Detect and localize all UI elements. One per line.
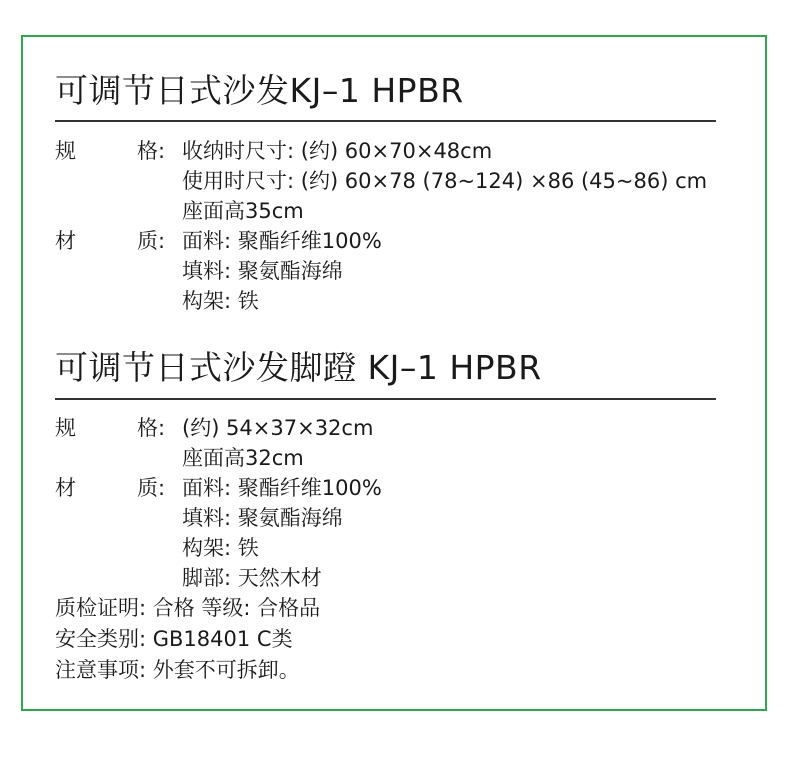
footstool-material-line: 构架: 铁 xyxy=(182,536,259,560)
care-notes: 注意事项: 外套不可拆卸。 xyxy=(55,658,300,682)
footstool-material-line: 面料: 聚酯纤维100% xyxy=(182,476,382,500)
footstool-title: 可调节日式沙发脚蹬 KJ–1 HPBR xyxy=(55,348,542,387)
footstool-material-line: 填料: 聚氨酯海绵 xyxy=(182,506,343,530)
sofa-spec-label-b: 格: xyxy=(137,139,166,163)
footstool-spec-line: 座面高32cm xyxy=(182,446,304,470)
sofa-title: 可调节日式沙发KJ–1 HPBR xyxy=(55,71,464,110)
footstool-spec-line: (约) 54×37×32cm xyxy=(182,416,374,440)
sofa-spec-line: 使用时尺寸: (约) 60×78 (78~124) ×86 (45~86) cm xyxy=(182,169,708,193)
sofa-material-line: 填料: 聚氨酯海绵 xyxy=(182,259,343,283)
sofa-spec-line: 收纳时尺寸: (约) 60×70×48cm xyxy=(182,139,493,163)
footstool-material-label-b: 质: xyxy=(137,476,166,500)
footstool-spec-label-a: 规 xyxy=(55,416,76,440)
sofa-material-label-b: 质: xyxy=(137,229,166,253)
footstool-material-line: 脚部: 天然木材 xyxy=(182,566,322,590)
footstool-spec-label-b: 格: xyxy=(137,416,166,440)
safety-class: 安全类别: GB18401 C类 xyxy=(55,627,293,651)
quality-certificate: 质检证明: 合格 等级: 合格品 xyxy=(55,596,321,620)
sofa-material-line: 构架: 铁 xyxy=(182,289,259,313)
sofa-spec-label-a: 规 xyxy=(55,139,76,163)
footstool-material-label-a: 材 xyxy=(55,476,76,500)
sofa-material-line: 面料: 聚酯纤维100% xyxy=(182,229,382,253)
footstool-title-rule xyxy=(55,398,716,400)
sofa-spec-line: 座面高35cm xyxy=(182,199,304,223)
sofa-material-label-a: 材 xyxy=(55,229,76,253)
sofa-title-rule xyxy=(55,120,716,122)
